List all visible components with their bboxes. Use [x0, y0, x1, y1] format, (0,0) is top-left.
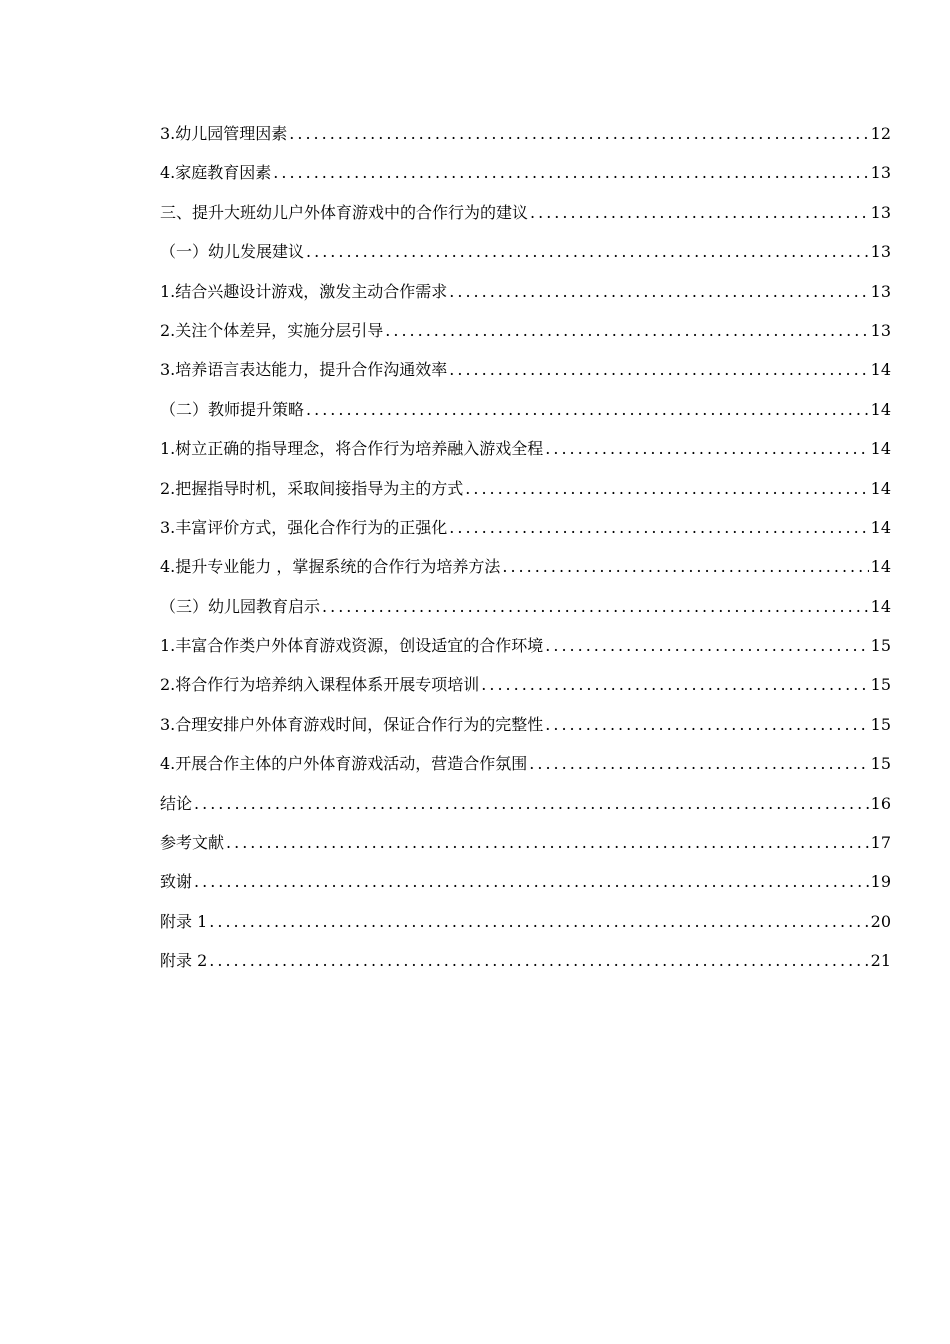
toc-entry-page: 14	[870, 478, 891, 498]
toc-entry[interactable]	[160, 390, 891, 429]
toc-leader-dots	[322, 587, 869, 626]
toc-entry[interactable]	[160, 193, 891, 232]
toc-entry-title: 3.培养语言表达能力，提升合作沟通效率	[160, 360, 448, 380]
toc-entry-page: 13	[870, 163, 891, 183]
toc-leader-dots	[306, 232, 869, 271]
toc-leader-dots	[481, 665, 868, 704]
toc-entry-title: （二）教师提升策略	[160, 399, 305, 419]
toc-entry[interactable]	[160, 862, 891, 901]
toc-entry[interactable]	[160, 272, 891, 311]
toc-entry-title: 结论	[160, 793, 193, 813]
toc-entry-title: 参考文献	[160, 833, 225, 853]
toc-entry-page: 13	[870, 320, 891, 340]
toc-leader-dots	[449, 272, 868, 311]
toc-entry[interactable]	[160, 784, 891, 823]
toc-entry[interactable]	[160, 902, 891, 941]
toc-leader-dots	[226, 823, 869, 862]
toc-entry-title: 三、提升大班幼儿户外体育游戏中的合作行为的建议	[160, 202, 529, 222]
toc-entry[interactable]	[160, 744, 891, 783]
toc-entry-page: 13	[870, 281, 891, 301]
toc-leader-dots	[209, 941, 868, 980]
toc-entry[interactable]	[160, 587, 891, 626]
toc-entry[interactable]	[160, 114, 891, 153]
toc-entry[interactable]	[160, 547, 891, 586]
toc-entry-title: 致谢	[160, 872, 193, 892]
toc-entry[interactable]	[160, 665, 891, 704]
toc-entry-page: 16	[870, 793, 891, 813]
toc-entry-title: 2.关注个体差异，实施分层引导	[160, 320, 384, 340]
toc-entry-page: 13	[870, 202, 891, 222]
toc-leader-dots	[465, 469, 868, 508]
toc-entry[interactable]	[160, 626, 891, 665]
toc-entry-page: 14	[870, 557, 891, 577]
toc-leader-dots	[306, 390, 869, 429]
toc-entry-page: 20	[870, 911, 891, 931]
toc-entry-page: 15	[870, 675, 891, 695]
toc-entry-title: 2.将合作行为培养纳入课程体系开展专项培训	[160, 675, 480, 695]
toc-entry-page: 13	[870, 242, 891, 262]
toc-leader-dots	[449, 508, 868, 547]
toc-entry-page: 14	[870, 517, 891, 537]
table-of-contents	[160, 114, 891, 981]
toc-entry[interactable]	[160, 941, 891, 980]
toc-leader-dots	[194, 862, 869, 901]
toc-leader-dots	[194, 784, 869, 823]
toc-leader-dots	[209, 902, 868, 941]
toc-entry-page: 14	[870, 439, 891, 459]
toc-entry-title: 3.丰富评价方式，强化合作行为的正强化	[160, 517, 448, 537]
toc-entry-page: 17	[870, 833, 891, 853]
toc-entry[interactable]	[160, 429, 891, 468]
toc-entry-title: 3.幼儿园管理因素	[160, 124, 288, 143]
toc-entry[interactable]	[160, 823, 891, 862]
toc-entry-title: 1.树立正确的指导理念，将合作行为培养融入游戏全程	[160, 439, 544, 459]
toc-entry[interactable]	[160, 311, 891, 350]
toc-leader-dots	[449, 350, 868, 389]
toc-leader-dots	[545, 626, 868, 665]
toc-entry-title: 1.丰富合作类户外体育游戏资源，创设适宜的合作环境	[160, 636, 544, 656]
toc-leader-dots	[502, 547, 868, 586]
toc-entry-page: 14	[870, 360, 891, 380]
toc-entry-page: 14	[870, 596, 891, 616]
toc-entry[interactable]	[160, 469, 891, 508]
toc-entry-page: 15	[870, 754, 891, 774]
toc-entry-title: 3.合理安排户外体育游戏时间，保证合作行为的完整性	[160, 714, 544, 734]
toc-entry-title: 附录 1	[160, 911, 208, 931]
toc-entry-page: 15	[870, 636, 891, 656]
toc-leader-dots	[545, 429, 868, 468]
toc-entry-page: 19	[870, 872, 891, 892]
toc-entry-title: 1.结合兴趣设计游戏，激发主动合作需求	[160, 281, 448, 301]
toc-entry-page: 15	[870, 714, 891, 734]
toc-entry-title: 附录 2	[160, 951, 208, 971]
toc-leader-dots	[385, 311, 868, 350]
toc-entry[interactable]	[160, 508, 891, 547]
toc-leader-dots	[545, 705, 868, 744]
toc-entry-title: 2.把握指导时机，采取间接指导为主的方式	[160, 478, 464, 498]
toc-entry-page: 12	[870, 124, 891, 143]
toc-entry[interactable]	[160, 350, 891, 389]
toc-leader-dots	[273, 153, 868, 192]
toc-leader-dots	[289, 114, 868, 153]
toc-entry-title: 4.家庭教育因素	[160, 163, 272, 183]
toc-leader-dots	[530, 193, 869, 232]
toc-entry-page: 21	[870, 951, 891, 971]
toc-entry[interactable]	[160, 153, 891, 192]
toc-entry[interactable]	[160, 705, 891, 744]
toc-entry-title: 4.提升专业能力 ，掌握系统的合作行为培养方法	[160, 557, 501, 577]
toc-leader-dots	[529, 744, 868, 783]
toc-entry-page: 14	[870, 399, 891, 419]
toc-entry[interactable]	[160, 232, 891, 271]
toc-entry-title: （一）幼儿发展建议	[160, 242, 305, 262]
toc-entry-title: 4.开展合作主体的户外体育游戏活动，营造合作氛围	[160, 754, 528, 774]
toc-entry-title: （三）幼儿园教育启示	[160, 596, 321, 616]
